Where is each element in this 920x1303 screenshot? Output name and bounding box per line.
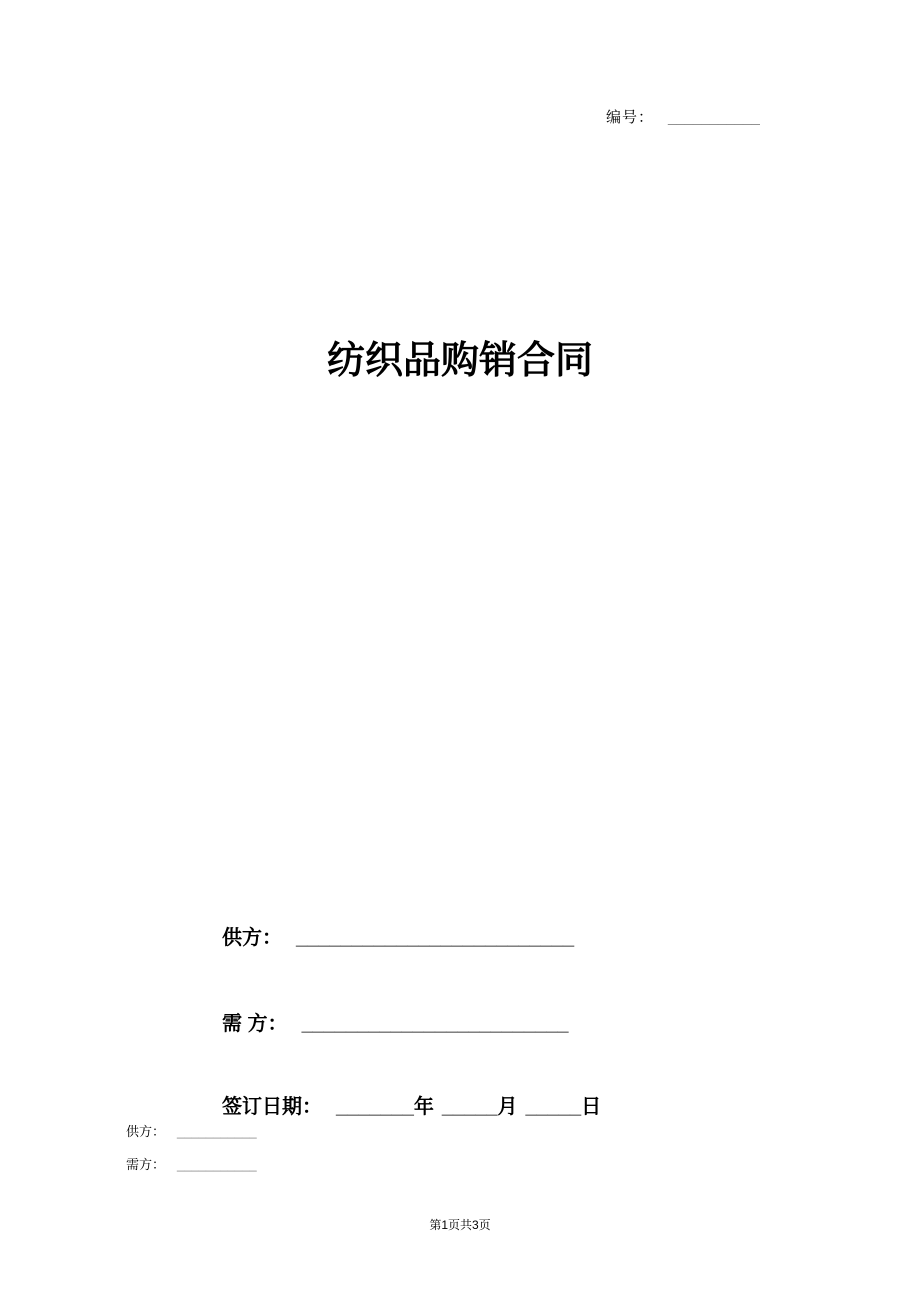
supplier-blank-line: _________________________ — [296, 927, 575, 949]
supplier-row — [222, 921, 574, 950]
buyer-row — [222, 1007, 569, 1036]
buyer-blank-line: ________________________ — [301, 1013, 569, 1035]
contract-title: 纺织品购销合同 — [326, 340, 593, 382]
day-unit: 日 — [581, 1096, 602, 1118]
sign-date-label: 签订日期： — [222, 1096, 322, 1118]
year-unit: 年 — [413, 1096, 434, 1118]
sign-date-row — [222, 1090, 601, 1119]
doc-number-blank-line: ___________ — [668, 109, 760, 126]
signature-supplier-row — [126, 1121, 257, 1140]
buyer-label: 需 方： — [222, 1013, 288, 1035]
signature-buyer-label: 需方： — [126, 1157, 166, 1172]
supplier-label: 供方： — [222, 927, 282, 949]
month-unit: 月 — [497, 1096, 518, 1118]
signature-supplier-label: 供方： — [126, 1124, 166, 1139]
signature-supplier-blank-line: ___________ — [177, 1124, 257, 1139]
page-number-footer: 第1页共3页 — [429, 1218, 491, 1232]
doc-number-label: 编号： — [606, 109, 655, 126]
doc-number-row — [606, 106, 760, 127]
month-blank-line: _____ — [441, 1096, 498, 1118]
day-blank-line: _____ — [525, 1096, 582, 1118]
signature-buyer-blank-line: ___________ — [177, 1157, 257, 1172]
year-blank-line: _______ — [336, 1096, 414, 1118]
signature-buyer-row — [126, 1154, 257, 1173]
